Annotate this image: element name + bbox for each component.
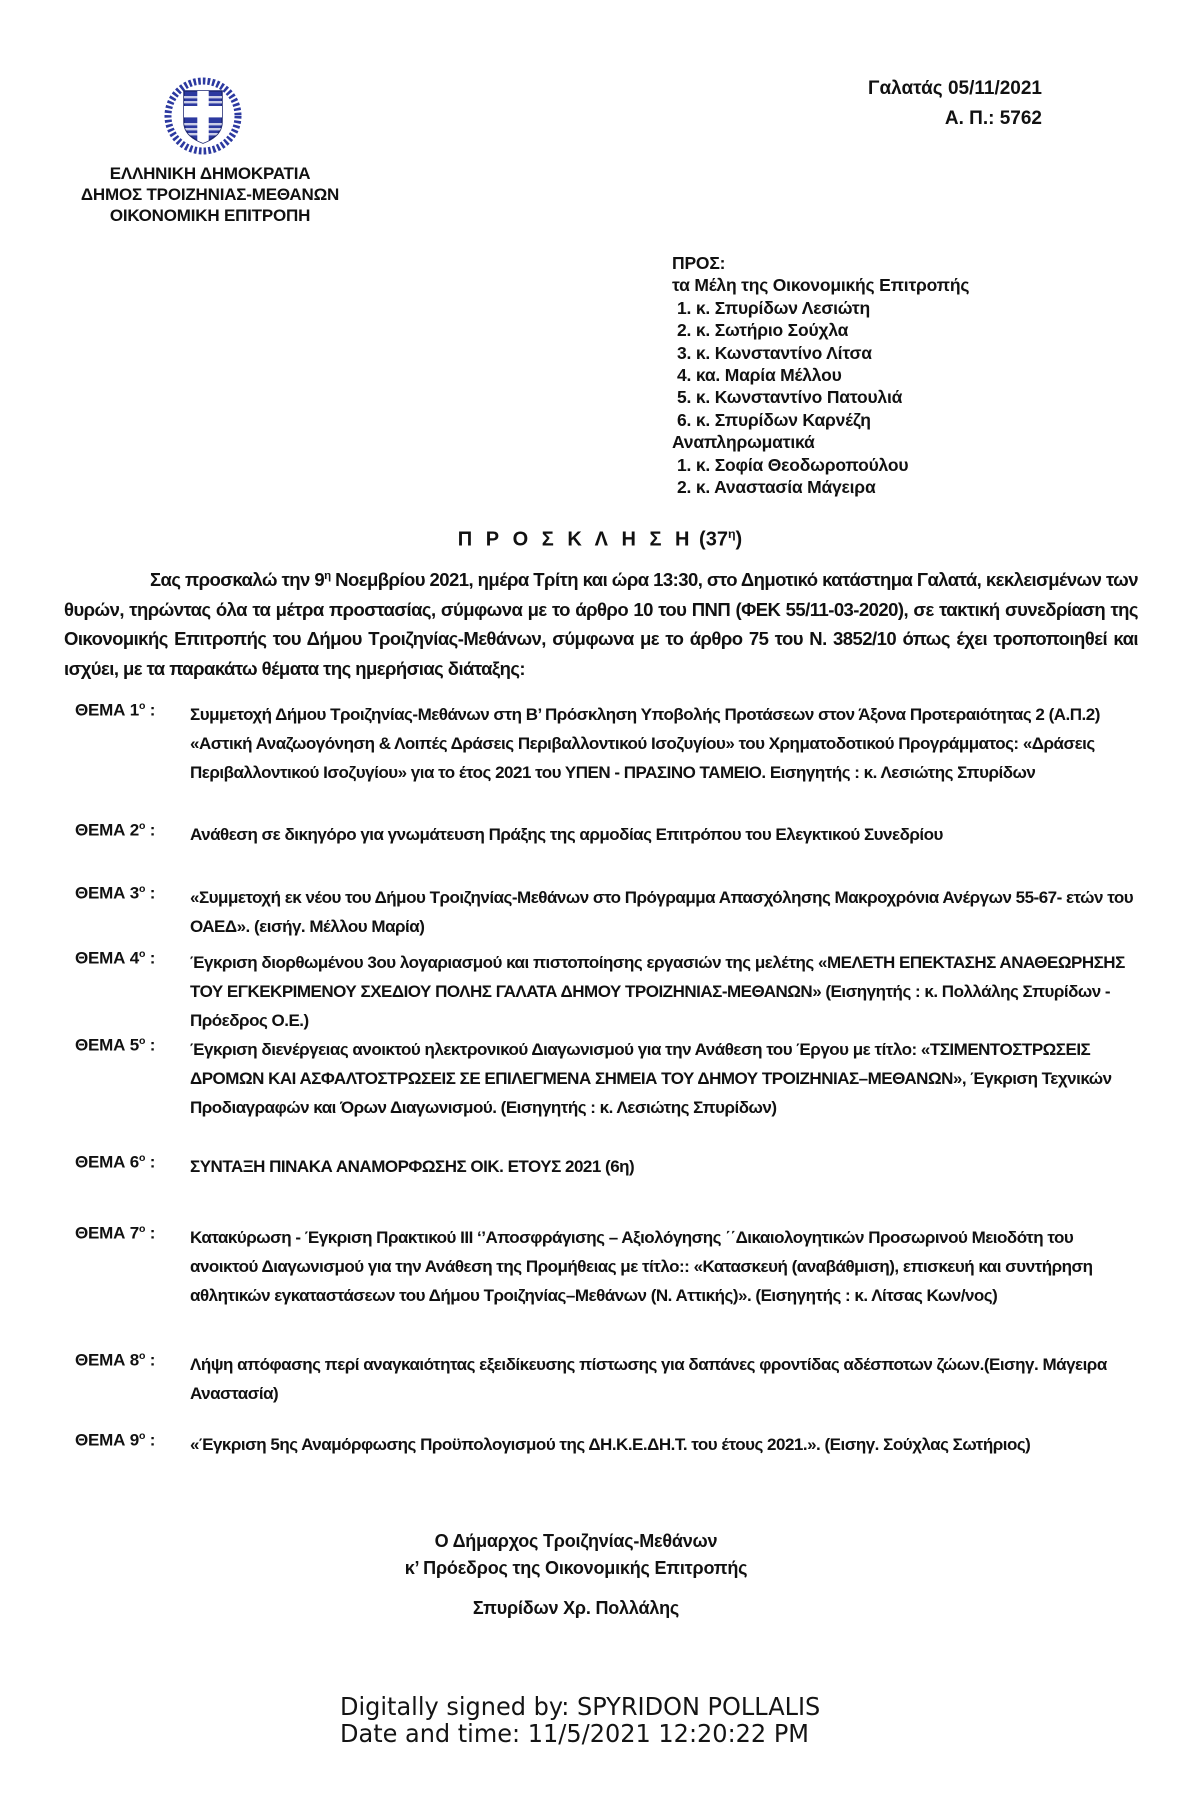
topic-ordinal-sup: ο — [138, 1430, 146, 1442]
topic-text: «Συμμετοχή εκ νέου του Δήμου Τροιζηνίας-Μεθάνων στο Πρόγραμμα Απασχόλησης Μακροχρόνια Ανέργων 55-67- ετών του ΟΑΕΔ». (εισήγ. Μέλλου Μαρία) — [190, 888, 1134, 936]
topic-ordinal-sup: ο — [138, 1035, 146, 1047]
topic-label — [75, 1223, 187, 1244]
topic-ordinal-sup: ο — [138, 1223, 146, 1235]
topic-ordinal-sup: ο — [138, 1350, 146, 1362]
topic-colon: : — [145, 948, 156, 968]
topic-number: ΘΕΜΑ 2 — [75, 820, 139, 840]
topic-number: ΘΕΜΑ 5 — [75, 1035, 139, 1055]
recipient-member: 2. κ. Σωτήριο Σούχλα — [677, 320, 849, 341]
title-superscript: η — [727, 527, 736, 541]
digital-signature-signer: Digitally signed by: SPYRIDON POLLALIS — [340, 1692, 821, 1721]
topic-ordinal-sup: ο — [138, 1152, 146, 1164]
org-line-country: ΕΛΛΗΝΙΚΗ ΔΗΜΟΚΡΑΤΙΑ — [109, 164, 311, 183]
topic-number: ΘΕΜΑ 1 — [75, 700, 139, 720]
topic-colon: : — [145, 1350, 156, 1370]
org-line-committee: ΟΙΚΟΝΟΜΙΚΗ ΕΠΙΤΡΟΠΗ — [109, 206, 311, 225]
place-date: Γαλατάς 05/11/2021 — [868, 78, 1042, 99]
topic-text: Έγκριση διορθωμένου 3ου λογαριασμού και πιστοποίησης εργασιών της μελέτης «ΜΕΛΕΤΗ ΕΠΕΚΤΑΣΗΣ ΑΝΑΘΕΩΡΗΣΗΣ ΤΟΥ ΕΓΚΕΚΡΙΜΕΝΟΥ ΣΧΕΔΙΟΥ ΠΟΛΗΣ ΓΑΛΑΤΑ ΔΗΜΟΥ ΤΡΟΙΖΗΝΙΑΣ-ΜΕΘΑΝΩΝ» (Εισηγητής : κ. Πολλάλης Σπυρίδων - Πρόεδρος Ο.Ε.) — [190, 953, 1125, 1030]
topic-number: ΘΕΜΑ 6 — [75, 1152, 139, 1172]
recipient-member: 6. κ. Σπυρίδων Καρνέζη — [677, 409, 871, 430]
topic-label — [75, 1430, 187, 1451]
topic-ordinal-sup: ο — [138, 700, 146, 712]
recipient-substitute: 2. κ. Αναστασία Μάγειρα — [677, 477, 876, 498]
date-protocol-block — [640, 74, 1042, 134]
title-paren-open: (37 — [693, 528, 728, 551]
topic-colon: : — [145, 1152, 156, 1172]
signature-name: Σπυρίδων Χρ. Πολλάλης — [472, 1598, 680, 1618]
topic-text: «Έγκριση 5ης Αναμόρφωσης Προϋπολογισμού της ΔΗ.Κ.Ε.ΔΗ.Τ. του έτους 2021.». (Εισηγ. Σούχλας Σωτήριος) — [190, 1435, 1031, 1454]
topic-label — [75, 1035, 187, 1056]
topic-colon: : — [145, 820, 156, 840]
intro-superscript: η — [324, 570, 331, 582]
topic-label — [75, 1152, 187, 1173]
topic-label — [75, 948, 187, 969]
title-paren-close: ) — [735, 528, 743, 551]
recipients-to-label: ΠΡΟΣ: — [672, 253, 726, 273]
topic-label — [75, 883, 187, 904]
topic-text: Ανάθεση σε δικηγόρο για γνωμάτευση Πράξης της αρμοδίας Επιτρόπου του Ελεγκτικού Συνεδρίου — [190, 825, 943, 844]
topic-label — [75, 1350, 187, 1371]
recipients-to-line: τα Μέλη της Οικονομικής Επιτροπής — [672, 275, 970, 296]
topic-ordinal-sup: ο — [138, 948, 146, 960]
substitutes-label: Αναπληρωματικά — [672, 432, 815, 453]
topic-colon: : — [145, 1430, 156, 1450]
intro-paragraph — [64, 562, 1138, 683]
topic-text: Συμμετοχή Δήμου Τροιζηνίας-Μεθάνων στη Β’ Πρόσκληση Υποβολής Προτάσεων στον Άξονα Προτεραιότητας 2 (Α.Π.2) «Αστική Αναζωογόνηση & Λοιπές Δράσεις Περιβαλλοντικού Ισοζυγίου» του Χρηματοδοτικού Προγράμματος: «Δράσεις Περιβαλλοντικού Ισοζυγίου» για το έτος 2021 του ΥΠΕΝ - ΠΡΑΣΙΝΟ ΤΑΜΕΙΟ. Εισηγητής : κ. Λεσιώτης Σπυρίδων — [190, 705, 1100, 782]
organization-header — [50, 163, 370, 226]
topic-label — [75, 700, 187, 721]
digital-signature-datetime: Date and time: 11/5/2021 12:20:22 PM — [340, 1719, 810, 1748]
topic-number: ΘΕΜΑ 8 — [75, 1350, 139, 1370]
topic-colon: : — [145, 1035, 156, 1055]
topic-number: ΘΕΜΑ 7 — [75, 1223, 139, 1243]
topic-number: ΘΕΜΑ 4 — [75, 948, 139, 968]
topic-ordinal-sup: ο — [138, 883, 146, 895]
topic-number: ΘΕΜΑ 3 — [75, 883, 139, 903]
topic-label — [75, 820, 187, 841]
topic-colon: : — [145, 700, 156, 720]
topic-text: Κατακύρωση - Έγκριση Πρακτικού ΙΙΙ ‘’Αποσφράγισης – Αξιολόγησης ΄΄Δικαιολογητικών Προσωρινού Μειοδότη του ανοικτού Διαγωνισμού για την Ανάθεση της Προμήθειας με τίτλο:: «Κατασκευή (αναβάθμιση), επισκευή και συντήρηση αθλητικών εγκαταστάσεων του Δήμου Τροιζηνίας–Μεθάνων (Ν. Αττικής)». (Εισηγητής : κ. Λίτσας Κων/νος) — [190, 1228, 1093, 1305]
topic-colon: : — [145, 883, 156, 903]
signature-block — [136, 1528, 1016, 1622]
recipient-member: 1. κ. Σπυρίδων Λεσιώτη — [677, 297, 870, 318]
topic-number: ΘΕΜΑ 9 — [75, 1430, 139, 1450]
topic-text: Λήψη απόφασης περί αναγκαιότητας εξειδίκευσης πίστωσης για δαπάνες φροντίδας αδέσποτων ζώων.(Εισηγ. Μάγειρα Αναστασία) — [190, 1355, 1107, 1403]
signature-role-line2: κ’ Πρόεδρος της Οικονομικής Επιτροπής — [404, 1558, 748, 1578]
title-word: Π Ρ Ο Σ Κ Λ Η Σ Η — [457, 528, 694, 551]
topic-text: ΣΥΝΤΑΞΗ ΠΙΝΑΚΑ ΑΝΑΜΟΡΦΩΣΗΣ ΟΙΚ. ΕΤΟΥΣ 2021 (6η) — [190, 1157, 635, 1176]
recipients-block — [672, 252, 1142, 498]
recipient-substitute: 1. κ. Σοφία Θεοδωροπούλου — [677, 454, 909, 475]
signature-role-line1: Ο Δήμαρχος Τροιζηνίας-Μεθάνων — [434, 1531, 718, 1551]
topic-text: Έγκριση διενέργειας ανοικτού ηλεκτρονικού Διαγωνισμού για την Ανάθεση του Έργου με τίτλο: «ΤΣΙΜΕΝΤΟΣΤΡΩΣΕΙΣ ΔΡΟΜΩΝ ΚΑΙ ΑΣΦΑΛΤΟΣΤΡΩΣΕΙΣ ΣΕ ΕΠΙΛΕΓΜΕΝΑ ΣΗΜΕΙΑ ΤΟΥ ΔΗΜΟΥ ΤΡΟΙΖΗΝΙΑΣ–ΜΕΘΑΝΩΝ», Έγκριση Τεχνικών Προδιαγραφών και Όρων Διαγωνισμού. (Εισηγητής : κ. Λεσιώτης Σπυρίδων) — [190, 1040, 1112, 1117]
topic-ordinal-sup: ο — [138, 820, 146, 832]
digital-signature-stamp — [340, 1693, 820, 1747]
recipient-member: 4. κα. Μαρία Μέλλου — [677, 365, 842, 386]
intro-part2: Νοεμβρίου 2021, ημέρα Τρίτη και ώρα 13:30, στο Δημοτικό κατάστημα Γαλατά, κεκλεισμένων των θυρών, τηρώντας όλα τα μέτρα προστασίας, σύμφωνα με το άρθρο 10 του ΠΝΠ (ΦΕΚ 55/11-03-2020), σε τακτική συνεδρίαση της Οικονομικής Επιτροπής του Δήμου Τροιζηνίας-Μεθάνων, σύμφωνα με το άρθρο 75 του Ν. 3852/10 όπως έχει τροποποιηθεί και ισχύει, με τα παρακάτω θέματα της ημερήσιας διάταξης: — [64, 569, 1138, 679]
intro-part1: Σας προσκαλώ την 9 — [150, 569, 325, 591]
org-line-municipality: ΔΗΜΟΣ ΤΡΟΙΖΗΝΙΑΣ-ΜΕΘΑΝΩΝ — [80, 185, 340, 204]
recipient-member: 3. κ. Κωνσταντίνο Λίτσα — [677, 342, 872, 363]
recipient-member: 5. κ. Κωνσταντίνο Πατουλιά — [677, 387, 903, 408]
protocol-number: Α. Π.: 5762 — [944, 108, 1042, 129]
greek-emblem-icon — [163, 76, 243, 156]
document-title — [0, 527, 1200, 552]
topic-colon: : — [145, 1223, 156, 1243]
